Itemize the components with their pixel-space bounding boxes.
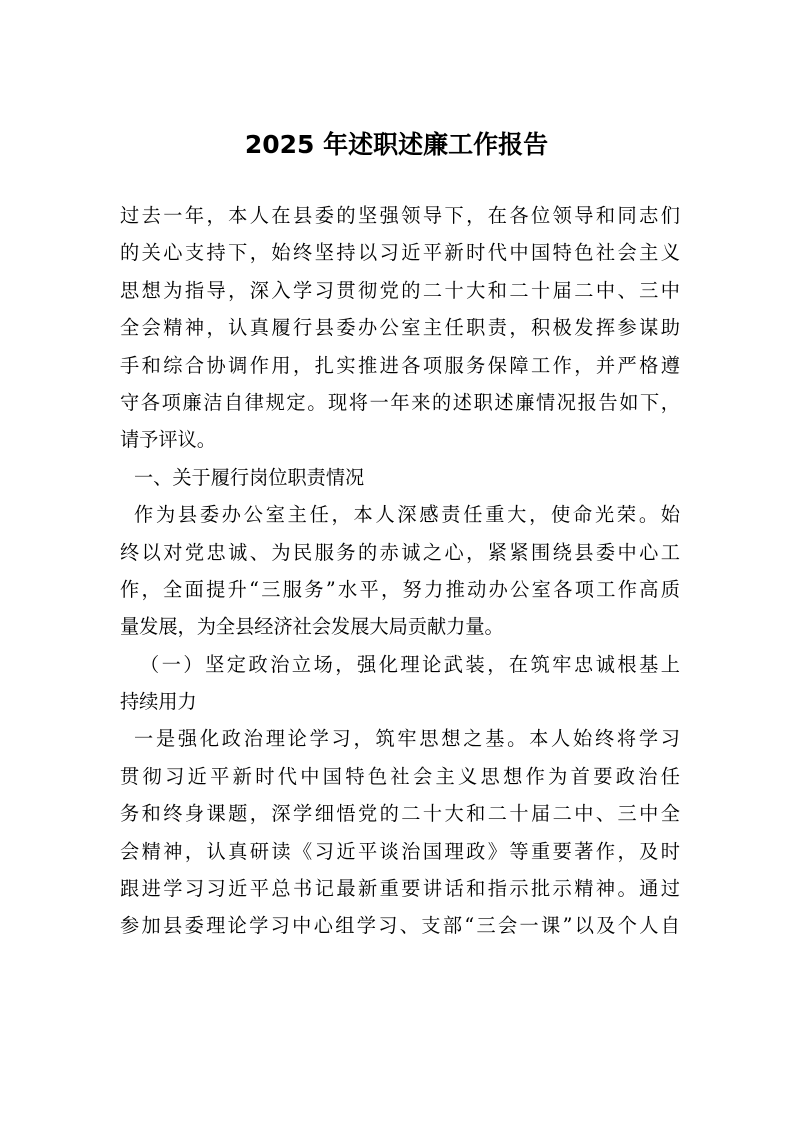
section-heading: 一、关于履行岗位职责情况: [134, 465, 365, 489]
body-line: 务和终身课题，深学细悟党的二十大和二十届二中、三中全: [120, 802, 680, 826]
body-line: 跟进学习习近平总书记最新重要讲话和指示批示精神。通过: [120, 877, 680, 901]
body-line: 贯彻习近平新时代中国特色社会主义思想作为首要政治任: [120, 764, 680, 788]
body-line: 量发展，为全县经济社会发展大局贡献力量。: [120, 615, 504, 639]
document-body: [120, 197, 680, 945]
body-line: 作，全面提升“三服务”水平，努力推动办公室各项工作高质: [120, 577, 680, 601]
body-line: 手和综合协调作用，扎实推进各项服务保障工作，并严格遵: [120, 353, 680, 377]
body-line: 全会精神，认真履行县委办公室主任职责，积极发挥参谋助: [120, 316, 680, 340]
body-line: 思想为指导，深入学习贯彻党的二十大和二十届二中、三中: [120, 278, 680, 302]
body-line: 请予评议。: [120, 428, 216, 452]
body-line: 过去一年，本人在县委的坚强领导下，在各位领导和同志们: [120, 204, 680, 227]
body-line: 一是强化政治理论学习，筑牢思想之基。本人始终将学习: [134, 727, 680, 751]
body-line: 作为县委办公室主任，本人深感责任重大，使命光荣。始: [134, 503, 680, 527]
body-line: 参加县委理论学习中心组学习、支部“三会一课”以及个人自: [120, 914, 680, 938]
document-title: 2025 年述职述廉工作报告: [244, 130, 549, 159]
body-line: 守各项廉洁自律规定。现将一年来的述职述廉情况报告如下，: [120, 390, 680, 414]
body-line: 的关心支持下，始终坚持以习近平新时代中国特色社会主义: [120, 241, 680, 265]
subsection-heading: （一）坚定政治立场，强化理论武装，在筑牢忠诚根基上: [140, 652, 680, 676]
body-line: 终以对党忠诚、为民服务的赤诚之心，紧紧围绕县委中心工: [120, 540, 680, 564]
body-line: 会精神，认真研读《习近平谈治国理政》等重要著作，及时: [120, 839, 680, 863]
subsection-heading-cont: 持续用力: [120, 690, 197, 714]
